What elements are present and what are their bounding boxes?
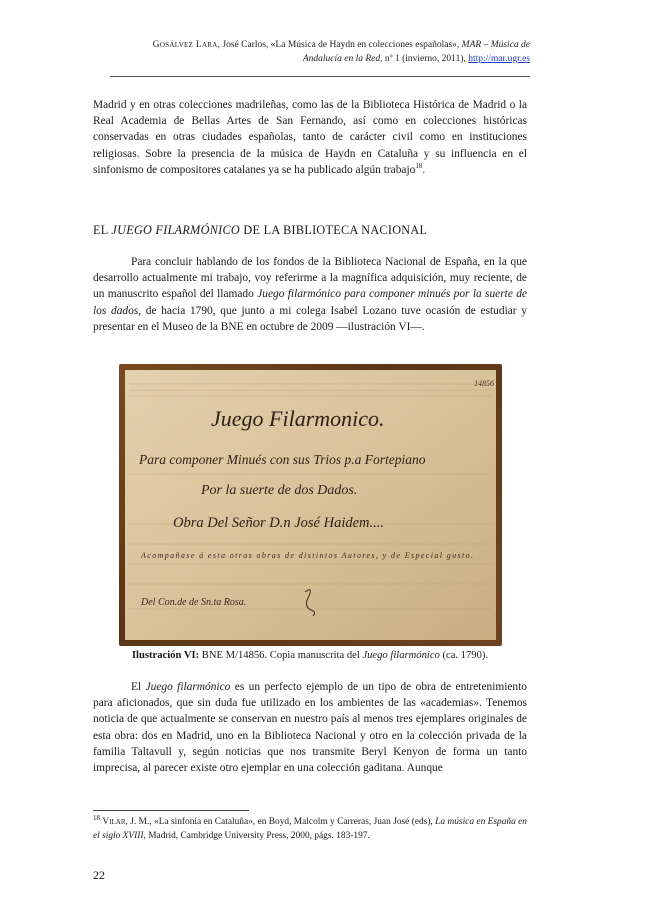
paragraph-1 xyxy=(93,97,527,178)
paragraph-2-text-end: , de hacia 1790, que junto a mi colega Isabel Lozano tuve ocasión de estudiar y presentar en el Museo de la BNE en octubre de 2009 —ilustración VI—. xyxy=(93,304,527,333)
shelfmark-note: 14856 xyxy=(474,379,494,388)
footnote-ref-18[interactable]: 18 xyxy=(415,162,423,171)
paragraph-3-italic: Juego filarmónico xyxy=(145,681,231,693)
footnote-italic-title: La música en España en el siglo XVIII xyxy=(93,817,527,841)
section-prefix: EL xyxy=(93,223,112,237)
manuscript-line-2: Para componer Minués con sus Trios p.a Fortepiano xyxy=(139,452,426,467)
footnote-text: , J. M., «La sinfonía en Cataluña», en Boyd, Malcolm y Carreras, Juan José (eds), xyxy=(125,817,436,827)
section-title-italic: JUEGO FILARMÓNICO xyxy=(111,223,241,237)
paragraph-1-text: Madrid y en otras colecciones madrileñas, como las de la Biblioteca Histórica de Madrid o la Real Academia de Bellas Artes de San Fernando, así como en colecciones históricas conservadas en otras ciudades españolas, tanto de carácter civil como en instituciones religiosas. Sobre la presencia de la música de Haydn en Cataluña y su influencia en el sinfonismo de compositores catalanes ya se ha publicado algún trabajo xyxy=(93,99,527,176)
footnote-author: Vilar xyxy=(102,817,126,827)
manuscript-image xyxy=(119,364,502,646)
header-url-link[interactable]: http://mar.ugr.es xyxy=(468,54,530,64)
manuscript-line-5: Acompañase á esta otras obras de distintos Autores, y de Especial gusto. xyxy=(141,551,473,560)
running-header xyxy=(80,38,530,66)
footnote-number: 18 xyxy=(93,813,100,822)
manuscript-line-4: Obra Del Señor D.n José Haidem.... xyxy=(173,515,385,531)
paragraph-1-end: . xyxy=(422,163,426,176)
header-journal: MAR – Música de xyxy=(461,40,530,50)
figure-caption xyxy=(93,650,527,661)
manuscript-line-6: Del Con.de de Sn.ta Rosa. xyxy=(141,597,247,608)
page-number: 22 xyxy=(93,868,105,882)
footnote-18 xyxy=(93,813,527,843)
caption-text: BNE M/14856. Copia manuscrita del xyxy=(199,650,363,661)
header-issue: nº 1 (invierno, 2011), xyxy=(384,54,466,64)
paragraph-2 xyxy=(93,254,527,335)
manuscript-line-3: Por la suerte de dos Dados. xyxy=(201,483,358,498)
header-line-1 xyxy=(80,38,530,52)
manuscript-line-1: Juego Filarmonico. xyxy=(211,406,385,431)
header-citation: , José Carlos, «La Música de Haydn en colecciones españolas», xyxy=(217,40,460,50)
header-author: Gosálvez Lara xyxy=(152,40,218,50)
paragraph-3-text: es un perfecto ejemplo de un tipo de obra de entretenimiento para aficionados, que sin duda fue utilizado en los ambientes de las «academias». Tenemos noticia de que actualmente se conservan en nuestro país al menos tres ejemplares originales de esta obra: dos en Madrid, uno en la Biblioteca Nacional y otro en la colección privada de la familia Taltavull y, según noticias que nos transmite Beryl Kenyon de forma un tanto imprecisa, al parecer existe otro ejemplar en una colección gaditana. Aunque xyxy=(93,681,527,775)
header-line-2 xyxy=(80,52,530,66)
section-suffix: DE LA BIBLIOTECA NACIONAL xyxy=(240,223,428,237)
paragraph-2-text: Para concluir hablando de los fondos de la Biblioteca Nacional de España, en la que desarrollo actualmente mi trabajo, voy referirme a la magnífica adquisición, muy reciente, de un manuscrito español del llamado xyxy=(93,256,527,301)
paragraph-2-italic: Juego filarmónico para componer minués por la suerte de los dados xyxy=(93,288,527,317)
header-divider xyxy=(110,76,530,77)
caption-label: Ilustración VI: xyxy=(131,650,200,661)
header-journal-cont: Andalucía en la Red, xyxy=(302,54,383,64)
caption-end: (ca. 1790). xyxy=(439,650,489,661)
caption-italic: Juego filarmónico xyxy=(362,650,440,661)
footnote-divider xyxy=(93,810,249,811)
section-heading xyxy=(93,223,427,238)
paragraph-3 xyxy=(93,679,527,776)
paragraph-3-start: El xyxy=(131,681,146,693)
manuscript-figure xyxy=(119,364,502,646)
footnote-text-end: , Madrid, Cambridge University Press, 2000, págs. 183-197. xyxy=(143,830,370,841)
